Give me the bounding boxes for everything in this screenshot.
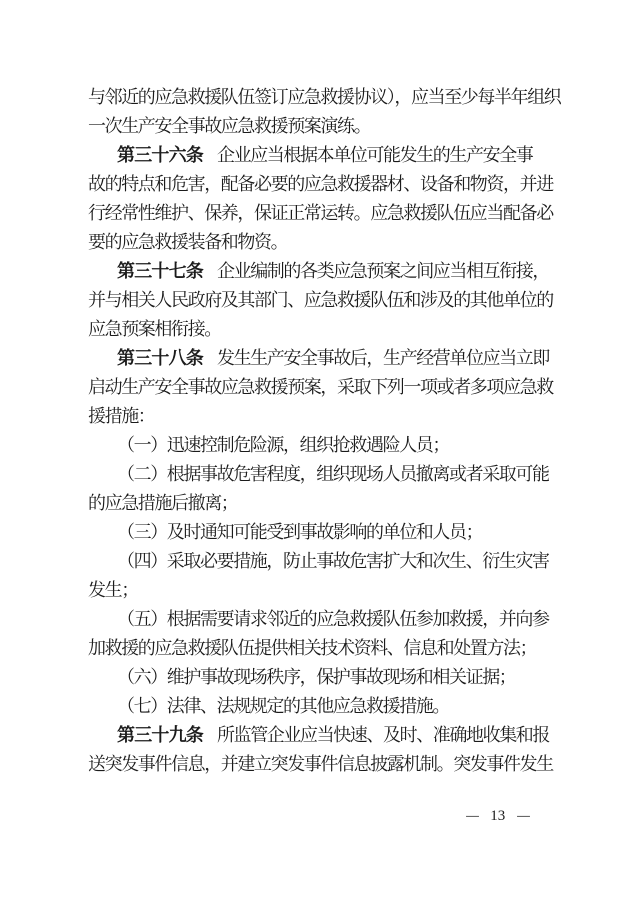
text-line <box>88 199 570 228</box>
line-text: 送突发事件信息，并建立突发事件信息披露机制。突发事件发生 <box>88 754 553 774</box>
line-text: 行经常性维护、保养，保证正常运转。应急救援队伍应当配备必 <box>88 203 553 223</box>
line-text: 要的应急救援装备和物资。 <box>88 232 288 252</box>
line-text: 并与相关人民政府及其部门、应急救援队伍和涉及的其他单位的 <box>88 290 553 310</box>
line-text: 所监管企业应当快速、及时、准确地收集和报 <box>217 725 549 745</box>
text-line <box>88 663 570 692</box>
line-text: 的应急措施后撤离； <box>88 493 238 513</box>
text-line <box>88 170 570 199</box>
article-number: 第三十九条 <box>117 725 203 745</box>
text-line <box>88 431 570 460</box>
line-text: 应急预案相衔接。 <box>88 319 221 339</box>
text-line <box>88 547 570 576</box>
text-line <box>88 257 570 286</box>
text-line <box>88 402 570 431</box>
article-number: 第三十八条 <box>117 348 203 368</box>
line-text: （四）采取必要措施，防止事故危害扩大和次生、衍生灾害 <box>117 551 549 571</box>
text-line <box>88 228 570 257</box>
text-line <box>88 373 570 402</box>
article-number: 第三十六条 <box>117 145 203 165</box>
text-line <box>88 112 570 141</box>
line-text: （二）根据事故危害程度，组织现场人员撤离或者采取可能 <box>117 464 549 484</box>
page-footer <box>465 805 532 827</box>
text-line <box>88 576 570 605</box>
text-line <box>88 634 570 663</box>
line-text: （一）迅速控制危险源，组织抢救遇险人员； <box>117 435 449 455</box>
page-number: 13 <box>490 808 506 824</box>
line-text: （七）法律、法规规定的其他应急救援措施。 <box>117 696 449 716</box>
text-line <box>88 721 570 750</box>
line-text: 一次生产安全事故应急救援预案演练。 <box>88 116 371 136</box>
text-line <box>88 315 570 344</box>
line-text: （六）维护事故现场秩序，保护事故现场和相关证据； <box>117 667 516 687</box>
text-line <box>88 605 570 634</box>
text-line <box>88 489 570 518</box>
text-line <box>88 344 570 373</box>
line-text: 发生生产安全事故后，生产经营单位应当立即 <box>217 348 549 368</box>
text-line <box>88 750 570 779</box>
line-text: 启动生产安全事故应急救援预案，采取下列一项或者多项应急救 <box>88 377 553 397</box>
line-text: 援措施： <box>88 406 155 426</box>
footer-dash-right: — <box>517 808 530 824</box>
text-line <box>88 286 570 315</box>
article-number: 第三十七条 <box>117 261 203 281</box>
document-body <box>88 83 570 779</box>
line-text: （三）及时通知可能受到事故影响的单位和人员； <box>117 522 483 542</box>
text-line <box>88 518 570 547</box>
text-line <box>88 83 570 112</box>
line-text: 企业编制的各类应急预案之间应当相互衔接， <box>217 261 549 281</box>
text-line <box>88 141 570 170</box>
line-text: 与邻近的应急救援队伍签订应急救援协议），应当至少每半年组织 <box>88 87 561 107</box>
line-text: 加救援的应急救援队伍提供相关技术资料、信息和处置方法； <box>88 638 537 658</box>
text-line <box>88 692 570 721</box>
text-line <box>88 460 570 489</box>
line-text: （五）根据需要请求邻近的应急救援队伍参加救援，并向参 <box>117 609 549 629</box>
line-text: 故的特点和危害，配备必要的应急救援器材、设备和物资，并进 <box>88 174 553 194</box>
footer-dash-left: — <box>465 808 479 824</box>
line-text: 企业应当根据本单位可能发生的生产安全事 <box>217 145 533 165</box>
line-text: 发生； <box>88 580 138 600</box>
